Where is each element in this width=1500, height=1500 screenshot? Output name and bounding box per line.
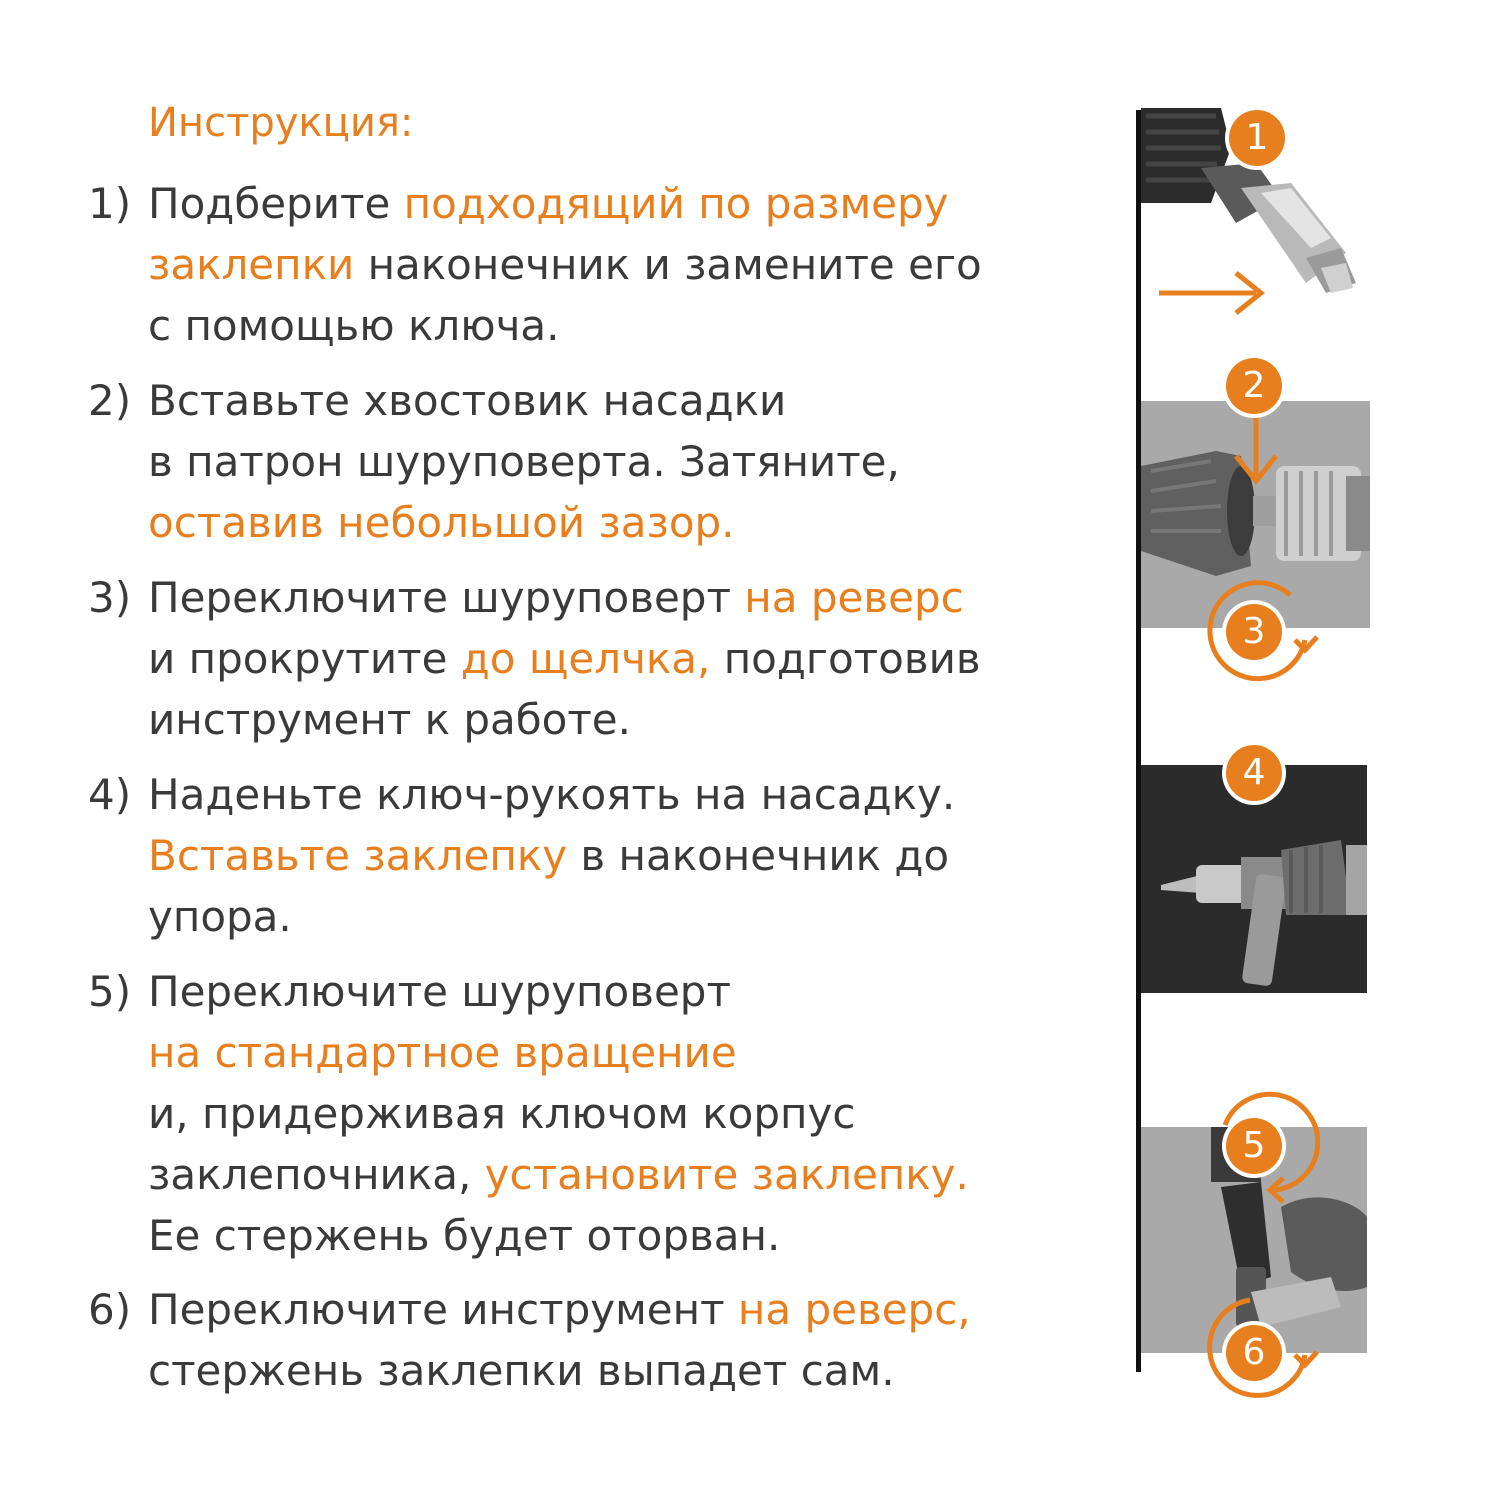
instruction-title: Инструкция: — [148, 100, 414, 146]
step-line: и, придерживая ключом корпус — [148, 1089, 856, 1138]
step-number: 3) — [88, 573, 132, 622]
step-number: 5) — [88, 967, 132, 1016]
step-badge-3: 3 — [1226, 604, 1282, 660]
step-line: стержень заклепки выпадет сам. — [148, 1346, 895, 1395]
step-number: 4) — [88, 770, 132, 819]
step-line: Наденьте ключ-рукоять на насадку. — [148, 770, 956, 819]
step-line: и прокрутите до щелчка, подготовив — [148, 634, 981, 683]
step-badge-5: 5 — [1226, 1118, 1282, 1174]
step-line: на стандартное вращение — [148, 1028, 737, 1077]
step-line: заклепки наконечник и замените его — [148, 240, 982, 289]
step-line: Ее стержень будет оторван. — [148, 1211, 781, 1260]
step-number: 6) — [88, 1285, 132, 1334]
illustration-step-1 — [1141, 108, 1371, 358]
step-line: упора. — [148, 892, 292, 941]
step-number: 2) — [88, 376, 132, 425]
step-badge-2: 2 — [1226, 358, 1282, 414]
step-badge-6: 6 — [1226, 1325, 1282, 1381]
step-line: Подберите подходящий по размеру — [148, 179, 949, 228]
step-number: 1) — [88, 179, 132, 228]
step-badge-1: 1 — [1229, 110, 1285, 166]
step-line: Переключите шуруповерт — [148, 967, 731, 1016]
step-line: Вставьте хвостовик насадки — [148, 376, 787, 425]
step-line: инструмент к работе. — [148, 695, 631, 744]
step-line: Вставьте заклепку в наконечник до — [148, 831, 950, 880]
step-badge-4: 4 — [1226, 745, 1282, 801]
step-line: оставив небольшой зазор. — [148, 498, 735, 547]
step-line: Переключите инструмент на реверс, — [148, 1285, 971, 1334]
step-line: с помощью ключа. — [148, 301, 560, 350]
step-line: в патрон шуруповерта. Затяните, — [148, 437, 900, 486]
step-line: Переключите шуруповерт на реверс — [148, 573, 964, 622]
step-line: заклепочника, установите заклепку. — [148, 1150, 969, 1199]
